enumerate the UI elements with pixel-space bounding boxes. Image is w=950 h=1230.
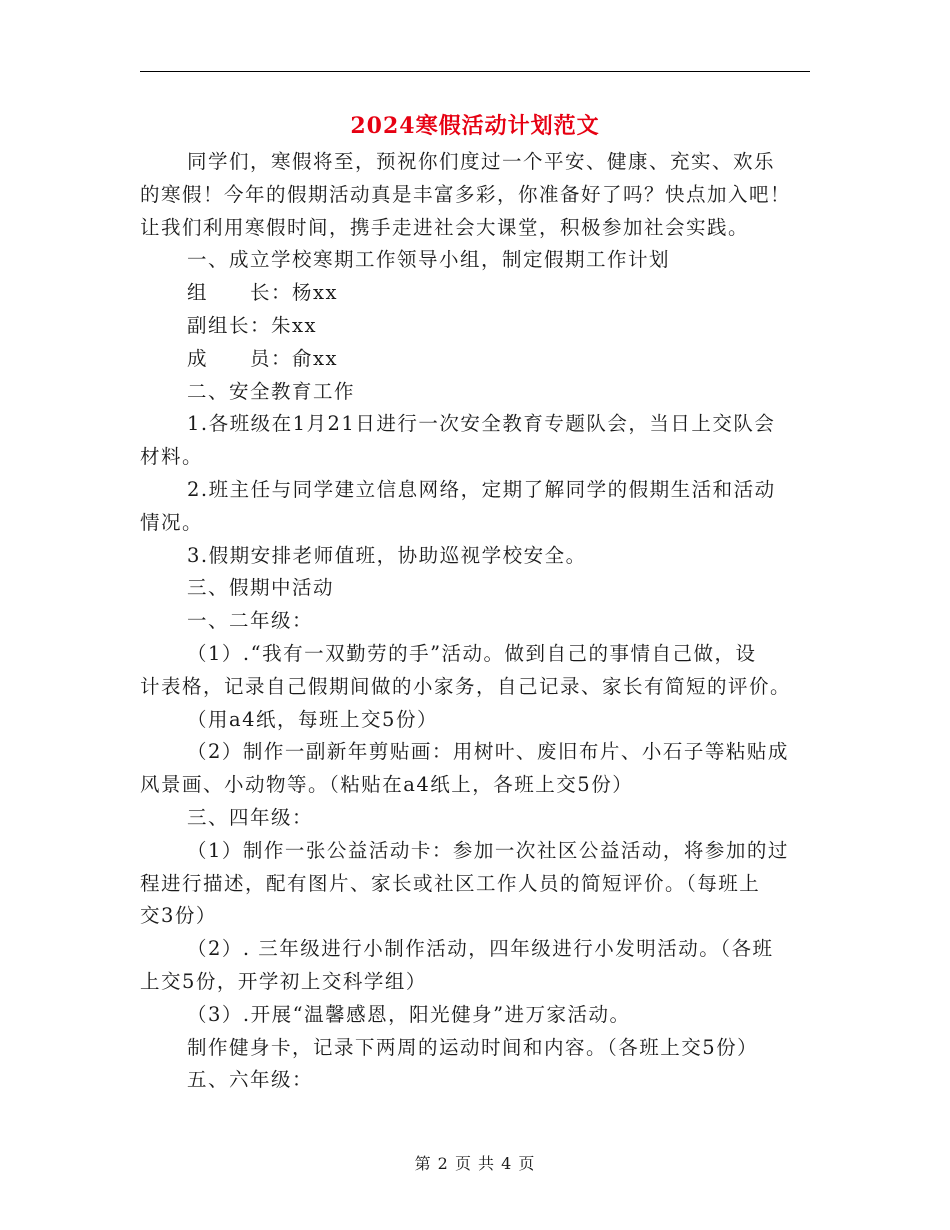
member-line: 副组长：朱xx <box>187 313 317 337</box>
paragraph-line: 材料。 <box>140 445 204 469</box>
subsection-heading: 三、四年级： <box>187 805 314 829</box>
section-heading: 三、假期中活动 <box>187 576 335 600</box>
paragraph-line: （3）.开展“温馨感恩，阳光健身”进万家活动。 <box>187 1002 631 1026</box>
paragraph-line: （2）. 三年级进行小制作活动，四年级进行小发明活动。（各班 <box>187 937 774 961</box>
paragraph-line: 计表格，记录自己假期间做的小家务，自己记录、家长有简短的评价。 <box>140 674 792 698</box>
subsection-heading: 一、二年级： <box>187 609 314 633</box>
paragraph-line: 程进行描述，配有图片、家长或社区工作人员的简短评价。（每班上 <box>140 871 761 895</box>
paragraph-line: （1）制作一张公益活动卡：参加一次社区公益活动，将参加的过 <box>187 838 789 862</box>
section-heading: 二、安全教育工作 <box>187 379 356 403</box>
member-line: 组 长：杨xx <box>187 281 338 305</box>
paragraph-line: 2.班主任与同学建立信息网络，定期了解同学的假期生活和活动 <box>187 477 776 501</box>
paragraph-line: 制作健身卡，记录下两周的运动时间和内容。（各班上交5份） <box>187 1035 759 1059</box>
page-number-footer: 第 2 页 共 4 页 <box>414 1154 536 1173</box>
paragraph-line: 交3份） <box>140 904 217 928</box>
paragraph-line: 3.假期安排老师值班，协助巡视学校安全。 <box>187 543 587 567</box>
document-body <box>140 146 810 1097</box>
paragraph-line: 风景画、小动物等。（粘贴在a4纸上，各班上交5份） <box>140 773 634 797</box>
paragraph-line: （1）.“我有一双勤劳的手”活动。做到自己的事情自己做，设 <box>187 641 757 665</box>
document-title: 2024寒假活动计划范文 <box>350 113 600 139</box>
paragraph-line: 同学们，寒假将至，预祝你们度过一个平安、健康、充实、欢乐 <box>187 150 776 173</box>
paragraph-line: 上交5份，开学初上交科学组） <box>140 969 427 993</box>
header-rule <box>140 71 810 72</box>
paragraph-line: （2）制作一副新年剪贴画：用树叶、废旧布片、小石子等粘贴成 <box>187 740 789 764</box>
paragraph-line: 的寒假！今年的假期活动真是丰富多彩，你准备好了吗？快点加入吧！ <box>140 182 792 206</box>
subsection-heading: 五、六年级： <box>187 1068 314 1092</box>
paragraph-line: （用a4纸，每班上交5份） <box>187 707 438 731</box>
paragraph-line: 情况。 <box>140 510 204 534</box>
paragraph-line: 让我们利用寒假时间，携手走进社会大课堂，积极参加社会实践。 <box>140 215 750 239</box>
section-heading: 一、成立学校寒期工作领导小组，制定假期工作计划 <box>187 248 671 272</box>
member-line: 成 员：俞xx <box>187 346 338 370</box>
paragraph-line: 1.各班级在1月21日进行一次安全教育专题队会，当日上交队会 <box>187 412 776 436</box>
